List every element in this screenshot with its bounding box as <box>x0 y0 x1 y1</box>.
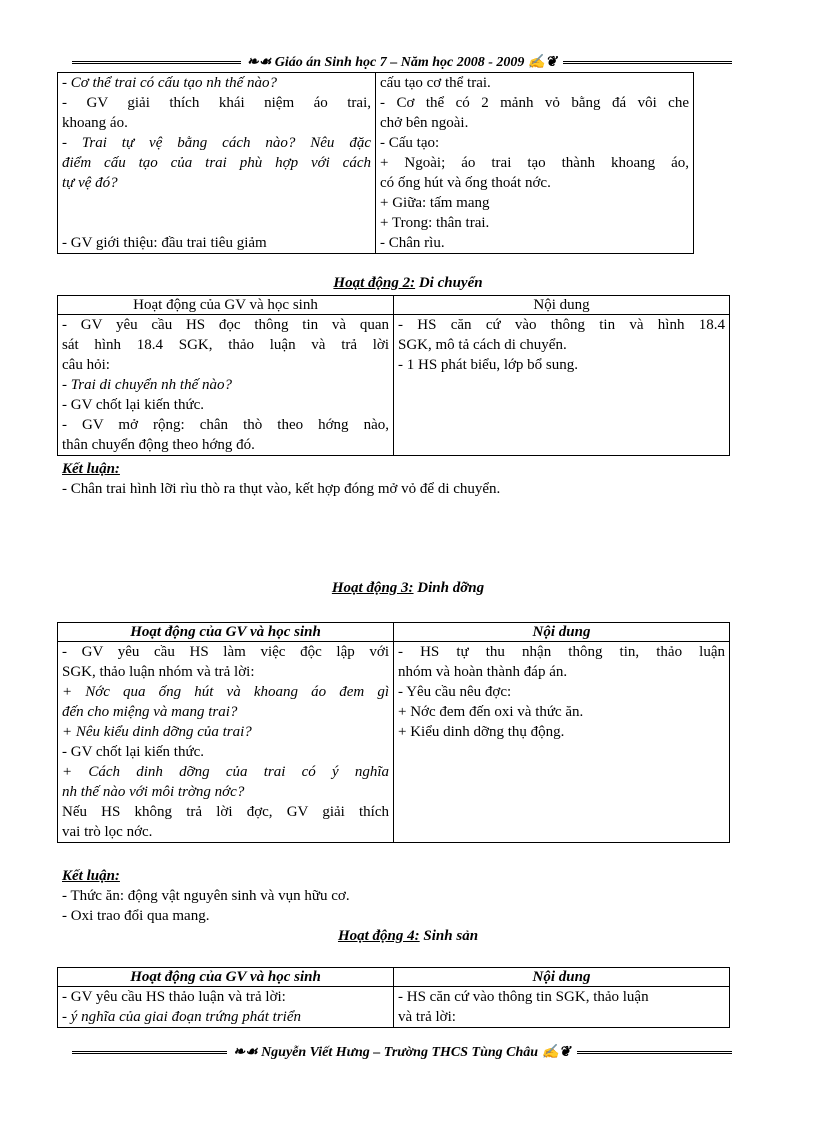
nutrition-col-header-left: Hoạt động của GV và học sinh <box>58 623 394 642</box>
activity3-heading: Hoạt động 3: Dinh dỡng <box>331 580 485 596</box>
header-rule-right <box>563 61 732 64</box>
ornament-left-icon: ❧☙ <box>246 54 272 70</box>
structure-teacher-cell: - Cơ thể trai có cấu tạo nh thế nào? - GV giải thích khái niệm áo trai, khoang áo. - Trai tự vệ bằng cách nào? Nêu đặc điểm cấu tạo của trai phù hợp với cách tự vệ đó? - GV giới thiệu: đầu trai tiêu giảm <box>58 73 376 254</box>
movement-teacher-cell: - GV yêu cầu HS đọc thông tin và quan sát hình 18.4 SGK, thảo luận và trả lời câu hỏi: - Trai di chuyển nh thế nào? - GV chốt lại kiến thức. - GV mở rộng: chân thò theo hớng nào, thân chuyển động theo hớng đó. <box>58 315 394 456</box>
movement-col-header-left: Hoạt động của GV và học sinh <box>58 296 394 315</box>
header-title: ❧☙ Giáo án Sinh học 7 – Năm học 2008 - 2009 ✍❦ <box>246 54 558 70</box>
nutrition-col-header-right: Nội dung <box>394 623 730 642</box>
structure-table <box>57 72 694 254</box>
ornament-right-icon: ✍❦ <box>527 54 558 70</box>
footer-ornament-left-icon: ❧☙ <box>233 1044 258 1060</box>
page-header <box>72 50 732 74</box>
page-footer <box>72 1040 732 1064</box>
movement-table <box>57 295 730 456</box>
reproduction-table <box>57 967 730 1028</box>
footer-text: ❧☙ Nguyễn Viết Hưng – Trường THCS Tùng Châu ✍❦ <box>233 1044 571 1060</box>
nutrition-content-cell: - HS tự thu nhận thông tin, thảo luận nhóm và hoàn thành đáp án. - Yêu cầu nêu đợc: + Nớc đem đến oxi và thức ăn. + Kiểu dinh dỡng thụ động. <box>394 642 730 843</box>
structure-content-cell: cấu tạo cơ thể trai. - Cơ thể có 2 mảnh vỏ bằng đá vôi che chở bên ngoài. - Cấu tạo: + Ngoài; áo trai tạo thành khoang áo, có ống hút và ống thoát nớc. + Giữa: tấm mang + Trong: thân trai. - Chân rìu. <box>376 73 694 254</box>
reproduction-col-header-right: Nội dung <box>394 968 730 987</box>
activity3-conclusion: Kết luận: - Thức ăn: động vật nguyên sinh và vụn hữu cơ. - Oxi trao đổi qua mang. <box>62 868 350 924</box>
reproduction-teacher-cell: - GV yêu cầu HS thảo luận và trả lời: - ý nghĩa của giai đoạn trứng phát triển <box>58 987 394 1028</box>
activity2-conclusion: Kết luận: - Chân trai hình lỡi rìu thò ra thụt vào, kết hợp đóng mở vỏ để di chuyển. <box>62 461 501 497</box>
footer-rule-right <box>577 1051 732 1054</box>
nutrition-teacher-cell: - GV yêu cầu HS làm việc độc lập với SGK, thảo luận nhóm và trả lời: + Nớc qua ống hút và khoang áo đem gì đến cho miệng và mang trai? + Nêu kiểu dinh dỡng của trai? - GV chốt lại kiến thức. + Cách dinh dỡng của trai có ý nghĩa nh thế nào với môi trờng nớc? Nếu HS không trả lời đợc, GV giải thích vai trò lọc nớc. <box>58 642 394 843</box>
movement-content-cell: - HS căn cứ vào thông tin và hình 18.4 SGK, mô tả cách di chuyển. - 1 HS phát biểu, lớp bổ sung. <box>394 315 730 456</box>
activity2-heading: Hoạt động 2: Di chuyển <box>333 275 483 291</box>
reproduction-col-header-left: Hoạt động của GV và học sinh <box>58 968 394 987</box>
footer-ornament-right-icon: ✍❦ <box>541 1044 571 1060</box>
header-rule-left <box>72 61 241 64</box>
footer-rule-left <box>72 1051 227 1054</box>
nutrition-table <box>57 622 730 843</box>
reproduction-content-cell: - HS căn cứ vào thông tin SGK, thảo luận và trả lời: <box>394 987 730 1028</box>
activity4-heading: Hoạt động 4: Sinh sản <box>337 928 479 944</box>
movement-col-header-right: Nội dung <box>394 296 730 315</box>
